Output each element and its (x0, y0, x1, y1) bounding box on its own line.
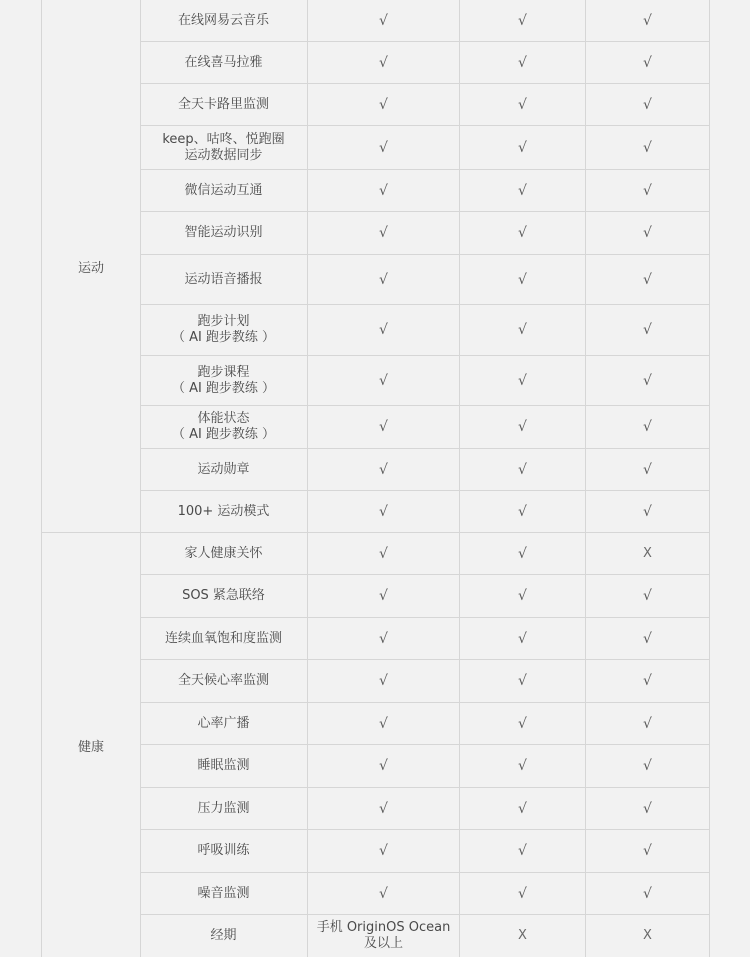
support-mark: √ (308, 255, 460, 304)
table-row (140, 915, 709, 957)
support-mark: √ (643, 715, 652, 732)
support-mark: X (643, 928, 652, 943)
support-mark: √ (308, 491, 460, 532)
support-mark: √ (643, 630, 652, 647)
table-row (140, 356, 709, 406)
support-mark: √ (643, 419, 652, 435)
table-row (140, 212, 709, 255)
category-cell-sport (42, 0, 141, 533)
feature-name: 100+ 运动模式 (140, 491, 308, 532)
table-row (140, 745, 709, 788)
table-row (140, 830, 709, 873)
feature-name: 跑步课程 （ AI 跑步教练 ） (140, 356, 308, 405)
category-label: 运动 (77, 260, 104, 276)
support-mark: √ (308, 660, 460, 702)
support-mark: √ (460, 356, 586, 405)
feature-name: 经期 (140, 915, 308, 957)
support-mark: √ (643, 271, 652, 288)
support-mark: √ (308, 788, 460, 829)
support-mark: √ (643, 758, 652, 774)
support-mark: √ (460, 533, 586, 574)
feature-name: 全天卡路里监测 (140, 84, 308, 125)
support-mark: √ (460, 449, 586, 490)
category-cell-health (42, 533, 141, 957)
feature-name: 微信运动互通 (140, 170, 308, 211)
support-mark: √ (643, 673, 652, 689)
support-mark: √ (460, 703, 586, 744)
category-label: 健康 (77, 739, 104, 755)
support-mark: √ (643, 182, 652, 199)
feature-name: 运动语音播报 (140, 255, 308, 304)
support-mark: √ (460, 170, 586, 211)
table-row (140, 873, 709, 915)
support-mark: √ (308, 84, 460, 125)
support-mark: √ (643, 885, 652, 902)
support-mark: √ (308, 356, 460, 405)
support-mark: √ (308, 703, 460, 744)
table-row (140, 305, 709, 356)
table-row (140, 42, 709, 84)
support-mark: √ (308, 305, 460, 355)
feature-name: 全天候心率监测 (140, 660, 308, 702)
support-mark: √ (460, 660, 586, 702)
feature-name: keep、咕咚、悦跑圈 运动数据同步 (140, 126, 308, 169)
support-mark: √ (643, 503, 652, 520)
support-mark: √ (460, 745, 586, 787)
feature-name: 体能状态 （ AI 跑步教练 ） (140, 406, 308, 448)
feature-name: 噪音监测 (140, 873, 308, 914)
support-mark: √ (643, 461, 652, 478)
support-mark: √ (460, 575, 586, 617)
support-mark: √ (643, 372, 652, 389)
support-mark: √ (308, 406, 460, 448)
table-row (140, 449, 709, 491)
support-mark: √ (460, 126, 586, 169)
support-mark: √ (308, 575, 460, 617)
support-mark: √ (460, 788, 586, 829)
support-mark: √ (460, 42, 586, 83)
support-mark: √ (308, 618, 460, 659)
support-mark: √ (460, 406, 586, 448)
support-mark: √ (643, 139, 652, 156)
support-mark: √ (308, 0, 460, 41)
support-mark: √ (460, 84, 586, 125)
support-mark: √ (308, 126, 460, 169)
support-mark: √ (308, 533, 460, 574)
feature-name: 家人健康关怀 (140, 533, 308, 574)
support-mark: √ (643, 54, 652, 71)
support-mark: √ (308, 830, 460, 872)
support-mark: √ (643, 588, 652, 604)
feature-name: 运动勋章 (140, 449, 308, 490)
support-mark: √ (308, 170, 460, 211)
support-mark: √ (308, 212, 460, 254)
support-mark: √ (460, 212, 586, 254)
table-row (140, 703, 709, 745)
table-row (140, 170, 709, 212)
support-note: 手机 OriginOS Ocean 及以上 (308, 915, 460, 957)
feature-name: SOS 紧急联络 (140, 575, 308, 617)
support-mark: √ (643, 800, 652, 817)
support-mark: √ (460, 255, 586, 304)
support-mark: √ (643, 322, 652, 338)
support-mark: √ (460, 618, 586, 659)
table-row (140, 788, 709, 830)
support-mark: √ (460, 873, 586, 914)
support-mark: √ (643, 225, 652, 241)
support-mark: √ (643, 12, 652, 29)
support-mark: X (643, 545, 652, 561)
support-mark: √ (643, 96, 652, 113)
table-row (140, 575, 709, 618)
feature-name: 呼吸训练 (140, 830, 308, 872)
feature-name: 连续血氧饱和度监测 (140, 618, 308, 659)
support-mark: √ (308, 449, 460, 490)
table-row (140, 491, 709, 533)
table-row (140, 126, 709, 170)
support-mark: √ (460, 830, 586, 872)
support-mark: √ (308, 873, 460, 914)
feature-name: 在线喜马拉雅 (140, 42, 308, 83)
table-row (140, 533, 709, 575)
feature-name: 心率广播 (140, 703, 308, 744)
table-row (140, 255, 709, 305)
support-mark: √ (460, 0, 586, 41)
feature-name: 跑步计划 （ AI 跑步教练 ） (140, 305, 308, 355)
table-row (140, 406, 709, 449)
feature-name: 睡眠监测 (140, 745, 308, 787)
support-mark: √ (460, 305, 586, 355)
feature-name: 在线网易云音乐 (140, 0, 308, 41)
feature-name: 智能运动识别 (140, 212, 308, 254)
support-mark: √ (460, 491, 586, 532)
table-row (140, 0, 709, 42)
feature-name: 压力监测 (140, 788, 308, 829)
table-row (140, 660, 709, 703)
support-mark: √ (308, 42, 460, 83)
support-mark: X (460, 915, 586, 957)
support-mark: √ (308, 745, 460, 787)
table-row (140, 84, 709, 126)
table-row (140, 618, 709, 660)
feature-comparison-table (41, 0, 710, 957)
support-mark: √ (643, 843, 652, 859)
